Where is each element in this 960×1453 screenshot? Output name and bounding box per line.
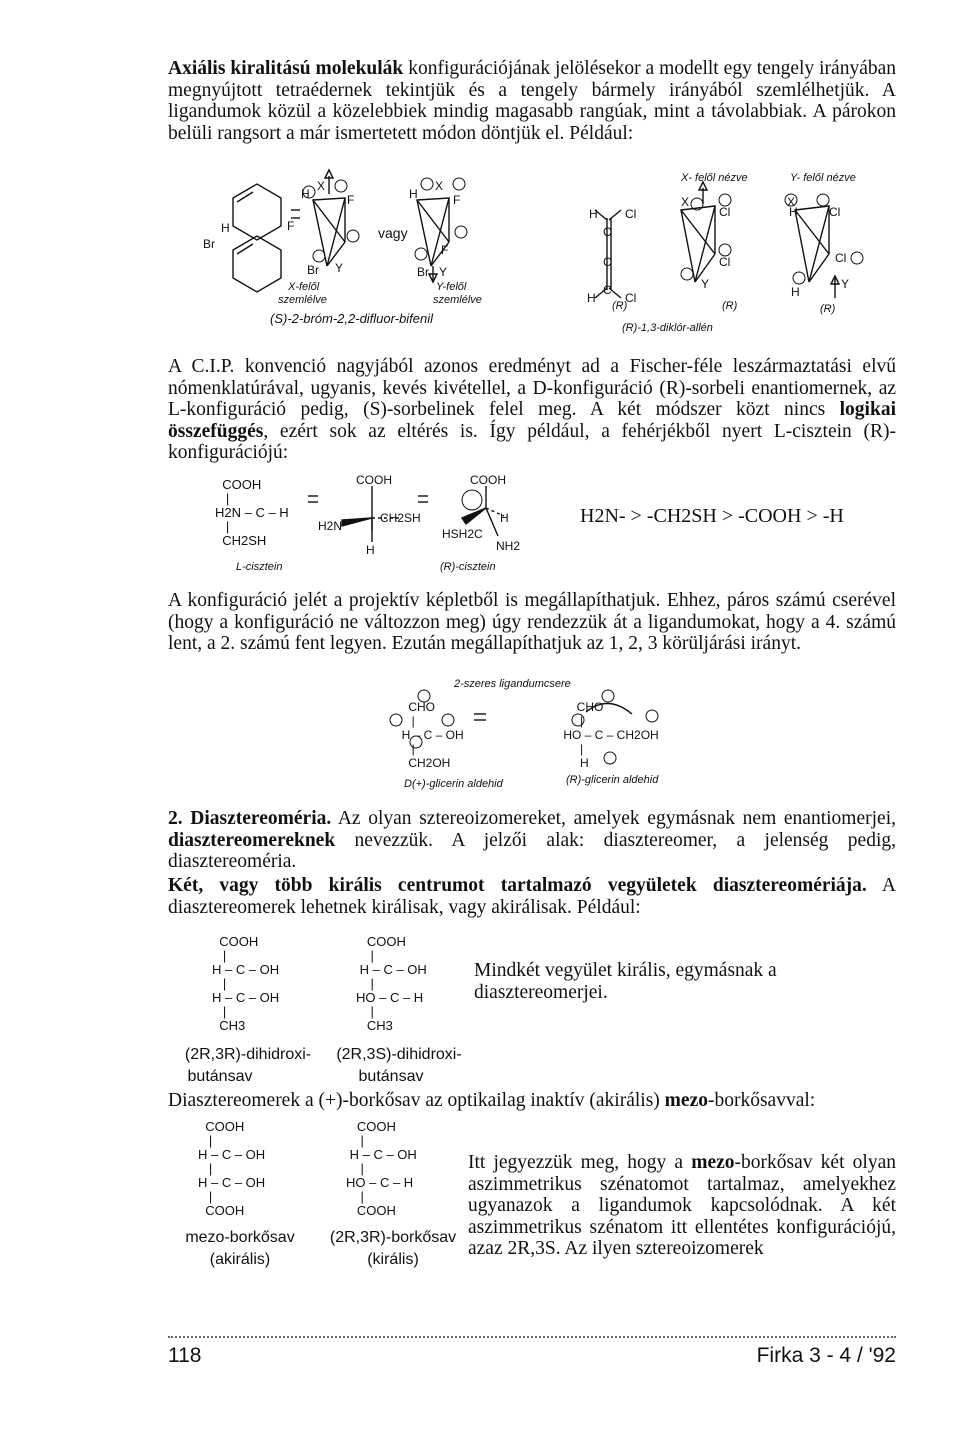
caption-r-1: (R) — [612, 300, 628, 312]
atom-h: H — [301, 187, 310, 201]
fischer-l-cysteine: COOH | H2N – C – H | CH2SH — [215, 477, 289, 548]
paragraph-text: A C.I.P. konvenció nagyjából azonos eredményt ad a Fischer-féle leszármaztatási elvű nómenklatúrával, ugyanis, kevés kivétellel, a D-konfiguráció (R)-sorbeli enantiomernek, az L-konfiguráció pedig, (S)-sorbelinek felel meg. A két módszer közt nincs — [168, 356, 896, 420]
name-2r3s-line1: (2R,3S)-dihidroxi- — [336, 1046, 462, 1063]
atom-x: X — [681, 195, 690, 209]
name-2r3r-chiral: (királis) — [367, 1251, 419, 1268]
atom-cl: Cl — [719, 205, 731, 219]
fischer-r-glyceraldehyde: CHO | HO – C – CH2OH | H — [563, 700, 659, 770]
paragraph-text: A konfiguráció jelét a projektív képletből is megállapíthatjuk. Ehhez, páros számú cserével (hogy a konfiguráció ne változzon meg) úgy rendezzük át a ligandumokat, hogy a 4. számú lent, a 2. számú fent legyen. Ezután megállapíthatjuk az 1, 2, 3 körüljárási irányt. — [168, 590, 896, 654]
group-h2n: H2N — [318, 519, 343, 533]
paragraph-text: , ezért sok az eltérés is. Így például, a fehérjékből nyert L-cisztein (R)-konfigurációjú: — [168, 420, 896, 463]
word-vagy: vagy — [378, 225, 408, 241]
group-cooh: COOH — [470, 473, 506, 487]
name-2r3r-tartaric: (2R,3R)-borkősav — [329, 1229, 457, 1246]
paragraph-projective — [168, 590, 896, 655]
atom-cl: Cl — [625, 207, 637, 221]
atom-h: H — [409, 187, 418, 201]
atom-h: H — [500, 511, 509, 525]
paragraph-cip — [168, 356, 896, 464]
atom-f: F — [441, 243, 449, 257]
paragraph-diastereomerism — [168, 808, 896, 873]
page-number: 118 — [168, 1344, 202, 1367]
atom-c: C — [603, 255, 612, 269]
paragraph-tartaric — [168, 1090, 896, 1112]
term-logic: logikai összefüggés — [168, 399, 896, 442]
atom-f: F — [347, 193, 355, 207]
caption-l-cysteine: L-cisztein — [236, 561, 283, 573]
term-mezo: mezo — [664, 1090, 708, 1111]
group-hsh2c: HSH2C — [442, 527, 483, 541]
paragraph-text: A diasztereomerek lehetnek királisak, vagy akirálisak. Például: — [168, 875, 896, 918]
atom-x: X — [435, 179, 444, 193]
name-2r3r-line2: butánsav — [187, 1068, 253, 1085]
caption-y-view: Y- felől nézve — [790, 172, 856, 184]
journal-name: Firka 3 - 4 / '92 — [756, 1344, 896, 1367]
atom-br: Br — [307, 263, 319, 277]
caption-y-side-2: szemlélve — [433, 294, 482, 306]
paragraph-text: Az olyan sztereoizomereket, amelyek egymásnak nem enantiomerjei, — [331, 808, 896, 829]
fischer-2r3r-dihydroxy: COOH | H – C – OH | H – C – OH | CH3 — [212, 934, 280, 1033]
subsection-heading: Két, vagy több királis centrumot tartalmazó vegyületek diasztereomériája. — [168, 875, 867, 896]
caption-allene-name: (R)-1,3-diklór-allén — [622, 322, 713, 334]
priority-order: H2N- > -CH2SH > -COOH > -H — [580, 505, 844, 527]
caption-ligand-swap: 2-szeres ligandumcsere — [454, 678, 571, 690]
paragraph-multiple-centers — [168, 875, 896, 918]
caption-r-3: (R) — [820, 303, 836, 315]
atom-cl: Cl — [719, 255, 731, 269]
atom-br: Br — [203, 237, 215, 251]
caption-r-cysteine: (R)-cisztein — [440, 561, 496, 573]
section-heading: 2. Diasztereoméria. — [168, 808, 332, 829]
footer-rule — [168, 1336, 896, 1338]
paragraph-mezo-note — [468, 1152, 896, 1260]
group-ch2sh: CH2SH — [380, 511, 421, 525]
fischer-2r3r-tartaric: COOH | H – C – OH | HO – C – H | COOH — [346, 1119, 417, 1218]
caption-bifenil-name: (S)-2-bróm-2,2-difluor-bifenil — [270, 311, 434, 326]
caption-r-glyceraldehyde: (R)-glicerin aldehid — [566, 774, 659, 786]
name-2r3r-line1: (2R,3R)-dihidroxi- — [184, 1046, 312, 1063]
paragraph-axial-chirality — [168, 58, 896, 144]
atom-y: Y — [439, 265, 448, 279]
paragraph-text: Itt jegyezzük meg, hogy a — [468, 1152, 692, 1173]
caption-x-side-1: X-felől — [288, 281, 320, 293]
figure-cysteine-wedges — [300, 474, 560, 564]
benzene-ring-1 — [233, 184, 281, 240]
caption-d-glyceraldehyde: D(+)-glicerin aldehid — [404, 778, 503, 790]
fischer-2r3s-dihydroxy: COOH | H – C – OH | HO – C – H | CH3 — [356, 934, 427, 1033]
group-cooh: COOH — [356, 473, 392, 487]
name-mezo-achiral: (akirális) — [209, 1251, 271, 1268]
term-mezo: mezo — [691, 1152, 735, 1173]
paragraph-text: -borkősav két olyan aszimmetrikus szénatomot tartalmaz, amelyekhez ugyanazok a ligandumok kapcsolódnak. A két aszimmetrikus szénatom itt ellentétes konfigurációjú, azaz 2R,3S. Az ilyen sztereoizomerek — [468, 1152, 896, 1259]
atom-y: Y — [335, 261, 344, 275]
atom-c: C — [603, 283, 612, 297]
term-axial: Axiális kiralitású molekulák — [168, 58, 404, 79]
atom-x: X — [317, 179, 326, 193]
atom-cl: Cl — [835, 251, 847, 265]
caption-x-view: X- felől nézve — [681, 172, 748, 184]
name-2r3s-line2: butánsav — [358, 1068, 424, 1085]
fischer-mezo-tartaric: COOH | H – C – OH | H – C – OH | COOH — [198, 1119, 266, 1218]
atom-h: H — [587, 291, 596, 305]
paragraph-text: Diasztereomerek a (+)-borkősav az optikailag inaktív (akirális) — [168, 1090, 665, 1111]
atom-h: H — [221, 221, 230, 235]
atom-y: Y — [841, 277, 850, 291]
fischer-d-glyceraldehyde: CHO | H – C – OH | CH2OH — [401, 700, 464, 770]
atom-f: F — [453, 193, 461, 207]
paragraph-text: konfigurációjának jelölésekor a modellt egy tengely irányában megnyújtott tetraédernek tekintjük és a tengely bármely irányából szemlélhetjük. A ligandumok közül a közelebbiek mindig magasabb rangúak, mint a távolabbiak. A párokon belüli rangsort a már ismertetett módon döntjük el. Például: — [168, 58, 896, 144]
atom-y: Y — [701, 277, 710, 291]
paragraph-text: -borkősavval: — [707, 1090, 816, 1111]
caption-r-2: (R) — [722, 300, 738, 312]
term-diastereomer: diasztereomereknek — [168, 829, 336, 851]
group-nh2: NH2 — [496, 539, 521, 553]
atom-h: H — [789, 205, 798, 219]
atom-br: Br — [417, 265, 429, 279]
side-note-chiral: Mindkét vegyület királis, egymásnak a diasztereomerjei. — [474, 960, 777, 1003]
atom-cl: Cl — [625, 291, 637, 305]
paragraph-text: nevezzük. A jelzői alak: diasztereomer, a jelenség pedig, diasztereoméria. — [168, 829, 896, 872]
atom-h: H — [366, 543, 375, 557]
benzene-ring-2 — [233, 236, 281, 292]
caption-y-side-1: Y-felől — [436, 281, 467, 293]
atom-c: C — [603, 225, 612, 239]
atom-h: H — [791, 285, 800, 299]
atom-x: X — [787, 195, 796, 209]
atom-cl: Cl — [829, 205, 841, 219]
atom-f: F — [287, 219, 295, 233]
caption-x-side-2: szemlélve — [278, 294, 327, 306]
atom-h: H — [589, 207, 598, 221]
name-mezo: mezo-borkősav — [185, 1229, 295, 1246]
